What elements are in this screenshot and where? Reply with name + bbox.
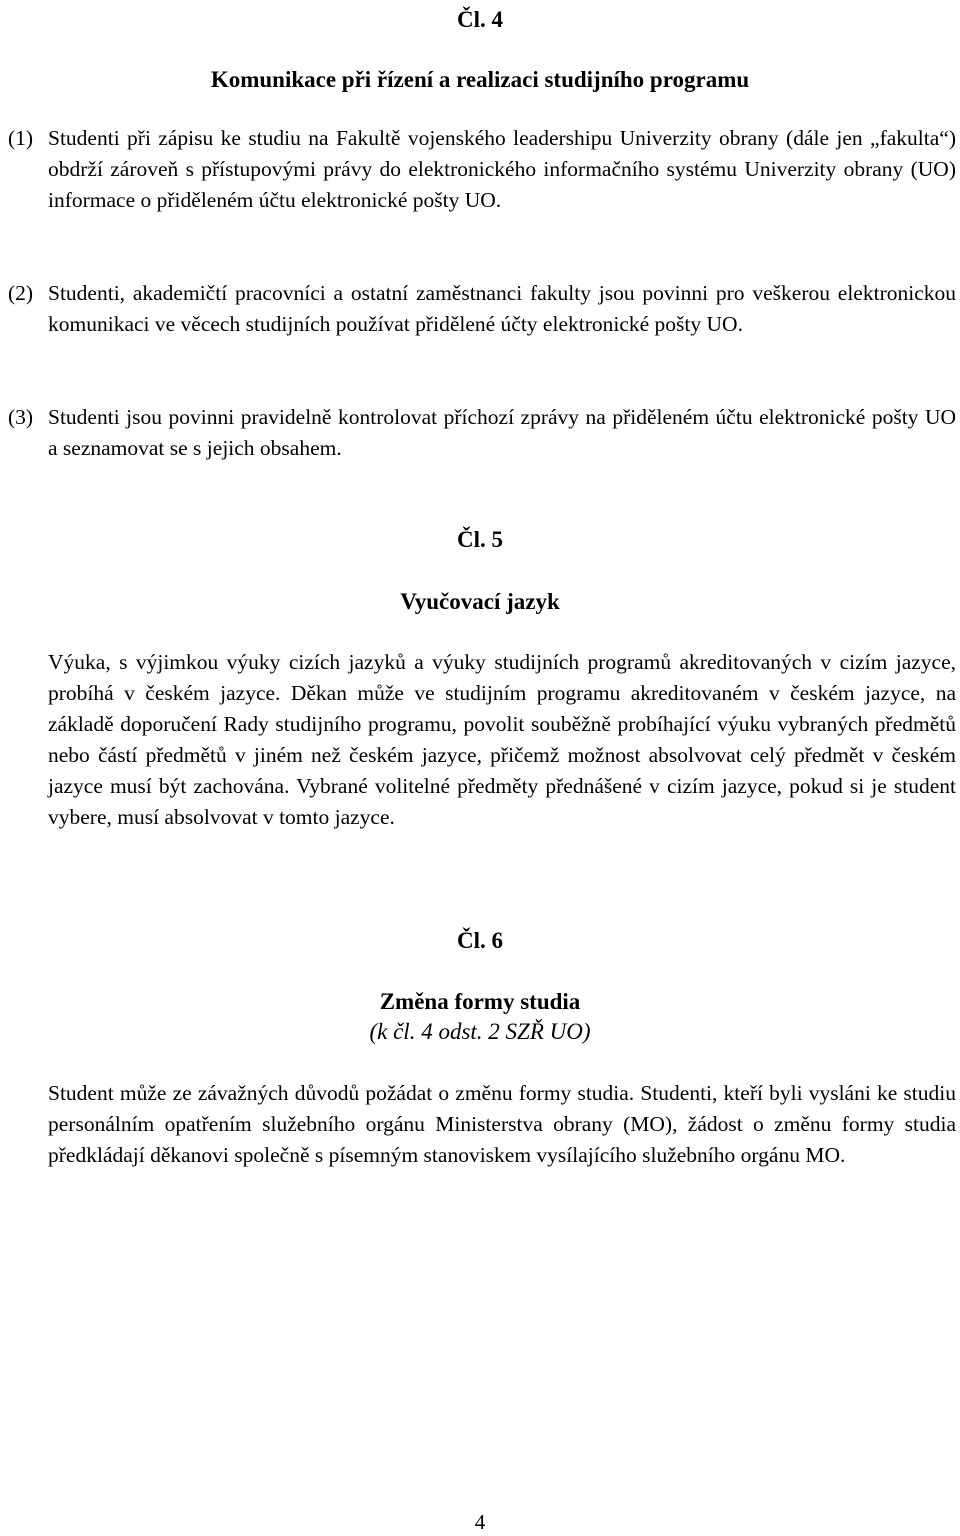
page-number: 4	[474, 1510, 486, 1534]
article-4-paragraph-1	[8, 123, 956, 216]
paragraph-text: Studenti, akademičtí pracovníci a ostatní zaměstnanci fakulty jsou povinni pro veškerou elektronickou komunikaci ve věcech studijních používat přidělené účty elektronické pošty UO.	[48, 281, 956, 336]
article-4-paragraph-2	[8, 278, 956, 340]
paragraph-number: (1)	[8, 126, 34, 150]
article-6-number: Čl. 6	[457, 928, 503, 953]
paragraph-number: (2)	[8, 281, 34, 305]
article-5-title: Vyučovací jazyk	[400, 589, 560, 614]
article-6-reference: (k čl. 4 odst. 2 SZŘ UO)	[369, 1019, 591, 1044]
article-5-text: Výuka, s výjimkou výuky cizích jazyků a výuky studijních programů akreditovaných v cizím jazyce, probíhá v českém jazyce. Děkan může ve studijním programu akreditovaném v českém jazyce, na základě doporučení Rady studijního programu, povolit souběžně probíhající výuku vybraných předmětů nebo částí předmětů v jiném než českém jazyce, přičemž možnost absolvovat celý předmět v českém jazyce musí být zachována. Vybrané volitelné předměty přednášené v cizím jazyce, pokud si je student vybere, musí absolvovat v tomto jazyce.	[48, 650, 956, 829]
paragraph-text: Studenti jsou povinni pravidelně kontrolovat příchozí zprávy na přiděleném účtu elektronické pošty UO a seznamovat se s jejich obsahem.	[48, 405, 956, 460]
article-6-title: Změna formy studia	[379, 989, 581, 1014]
article-4-title: Komunikace při řízení a realizaci studijního programu	[210, 67, 750, 92]
article-4-paragraph-3	[8, 402, 956, 464]
paragraph-text: Studenti při zápisu ke studiu na Fakultě vojenského leadershipu Univerzity obrany (dále jen „fakulta“) obdrží zároveň s přístupovými právy do elektronického informačního systému Univerzity obrany (UO) informace o přiděleném účtu elektronické pošty UO.	[48, 126, 956, 212]
article-6-text: Student může ze závažných důvodů požádat o změnu formy studia. Studenti, kteří byli vysláni ke studiu personálním opatřením služebního orgánu Ministerstva obrany (MO), žádost o změnu formy studia předkládají děkanovi společně s písemným stanoviskem vysílajícího služebního orgánu MO.	[48, 1081, 956, 1167]
article-5-number: Čl. 5	[457, 527, 503, 552]
article-4-number: Čl. 4	[457, 7, 503, 32]
paragraph-number: (3)	[8, 405, 34, 429]
